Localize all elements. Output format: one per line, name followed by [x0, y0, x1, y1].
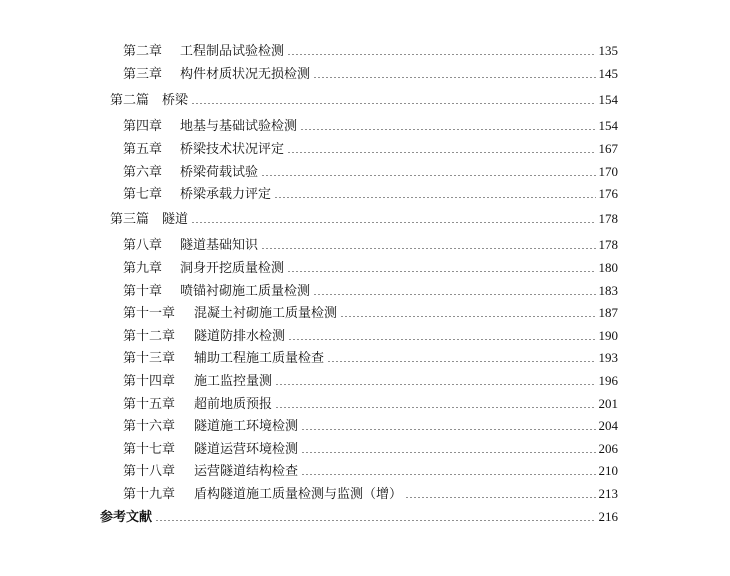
- dot-leader: [301, 452, 595, 453]
- toc-entry[interactable]: [123, 66, 618, 83]
- chapter-number: 第九章: [123, 261, 163, 276]
- entry-title: 构件材质状况无损检测: [180, 67, 311, 82]
- chapter-number: 第六章: [123, 165, 163, 180]
- chapter-number: 第十六章: [123, 419, 176, 434]
- chapter-number: 第十四章: [123, 374, 176, 389]
- dot-leader: [405, 497, 595, 498]
- dot-leader: [287, 152, 595, 153]
- toc-entry[interactable]: [123, 283, 618, 300]
- dot-leader: [261, 248, 595, 249]
- dot-leader: [191, 222, 595, 223]
- dot-leader: [301, 429, 595, 430]
- page-number: 145: [598, 66, 618, 81]
- entry-title: 桥梁承载力评定: [180, 187, 272, 202]
- toc-part-entry[interactable]: [110, 92, 618, 109]
- page-number: 154: [598, 92, 618, 107]
- page-number: 178: [598, 211, 618, 226]
- dot-leader: [313, 294, 595, 295]
- chapter-number: 第十八章: [123, 464, 176, 479]
- toc-entry[interactable]: [123, 441, 618, 458]
- entry-title: 隧道基础知识: [180, 238, 259, 253]
- chapter-number: 第十九章: [123, 487, 176, 502]
- chapter-number: 第十二章: [123, 329, 176, 344]
- entry-title: 超前地质预报: [194, 397, 273, 412]
- chapter-number: 第三章: [123, 67, 163, 82]
- entry-title: 桥梁: [162, 93, 189, 108]
- page-number: 187: [598, 305, 618, 320]
- page-number: 216: [598, 509, 618, 524]
- toc-entry[interactable]: [123, 486, 618, 503]
- toc-entry[interactable]: [123, 260, 618, 277]
- toc-entry[interactable]: [123, 328, 618, 345]
- chapter-number: 第七章: [123, 187, 163, 202]
- chapter-number: 第十七章: [123, 442, 176, 457]
- toc-entry[interactable]: [123, 418, 618, 435]
- dot-leader: [340, 316, 595, 317]
- toc-entry[interactable]: [123, 186, 618, 203]
- dot-leader: [261, 175, 595, 176]
- entry-title: 桥梁技术状况评定: [180, 142, 285, 157]
- entry-title: 隧道施工环境检测: [194, 419, 299, 434]
- page-number: 176: [598, 186, 618, 201]
- toc-entry[interactable]: [123, 164, 618, 181]
- entry-title: 盾构隧道施工质量检测与监测（增）: [194, 487, 403, 502]
- toc-entry[interactable]: [123, 373, 618, 390]
- dot-leader: [300, 129, 595, 130]
- entry-title: 工程制品试验检测: [180, 44, 285, 59]
- page-number: 206: [598, 441, 618, 456]
- dot-leader: [191, 103, 595, 104]
- part-number: 第三篇: [110, 212, 150, 227]
- entry-title: 混凝土衬砌施工质量检测: [194, 306, 338, 321]
- part-number: 第二篇: [110, 93, 150, 108]
- chapter-number: 第十一章: [123, 306, 176, 321]
- entry-title: 施工监控量测: [194, 374, 273, 389]
- page-number: 204: [598, 418, 618, 433]
- entry-title: 地基与基础试验检测: [180, 119, 298, 134]
- page-number: 135: [598, 43, 618, 58]
- chapter-number: 第十章: [123, 284, 163, 299]
- entry-title: 喷锚衬砌施工质量检测: [180, 284, 311, 299]
- toc-part-entry[interactable]: [110, 211, 618, 228]
- dot-leader: [274, 197, 595, 198]
- toc-entry[interactable]: [123, 118, 618, 135]
- chapter-number: 第八章: [123, 238, 163, 253]
- toc-entry[interactable]: [123, 43, 618, 60]
- dot-leader: [313, 77, 595, 78]
- dot-leader: [287, 271, 595, 272]
- page-number: 180: [598, 260, 618, 275]
- page-number: 193: [598, 350, 618, 365]
- toc-entry[interactable]: [123, 350, 618, 367]
- page-number: 154: [598, 118, 618, 133]
- page-number: 210: [598, 463, 618, 478]
- chapter-number: 第十五章: [123, 397, 176, 412]
- page-number: 196: [598, 373, 618, 388]
- dot-leader: [288, 339, 595, 340]
- entry-title: 运营隧道结构检查: [194, 464, 299, 479]
- page-number: 167: [598, 141, 618, 156]
- dot-leader: [275, 407, 595, 408]
- entry-title: 隧道防排水检测: [194, 329, 286, 344]
- toc-entry[interactable]: [123, 305, 618, 322]
- page-number: 178: [598, 237, 618, 252]
- toc-entry[interactable]: [123, 463, 618, 480]
- chapter-number: 第四章: [123, 119, 163, 134]
- entry-title: 隧道: [162, 212, 189, 227]
- toc-entry[interactable]: [123, 396, 618, 413]
- page-number: 170: [598, 164, 618, 179]
- entry-title: 隧道运营环境检测: [194, 442, 299, 457]
- entry-title: 洞身开挖质量检测: [180, 261, 285, 276]
- chapter-number: 第十三章: [123, 351, 176, 366]
- page-number: 183: [598, 283, 618, 298]
- toc-entry[interactable]: [123, 237, 618, 254]
- chapter-number: 第五章: [123, 142, 163, 157]
- entry-title: 辅助工程施工质量检查: [194, 351, 325, 366]
- chapter-number: 第二章: [123, 44, 163, 59]
- dot-leader: [327, 361, 595, 362]
- toc-entry[interactable]: [123, 141, 618, 158]
- dot-leader: [301, 474, 595, 475]
- page-number: 201: [598, 396, 618, 411]
- entry-title: 参考文献: [100, 510, 153, 525]
- page-number: 213: [598, 486, 618, 501]
- entry-title: 桥梁荷载试验: [180, 165, 259, 180]
- page-number: 190: [598, 328, 618, 343]
- dot-leader: [155, 520, 595, 521]
- dot-leader: [275, 384, 595, 385]
- toc-references-entry[interactable]: [100, 509, 618, 526]
- dot-leader: [287, 54, 595, 55]
